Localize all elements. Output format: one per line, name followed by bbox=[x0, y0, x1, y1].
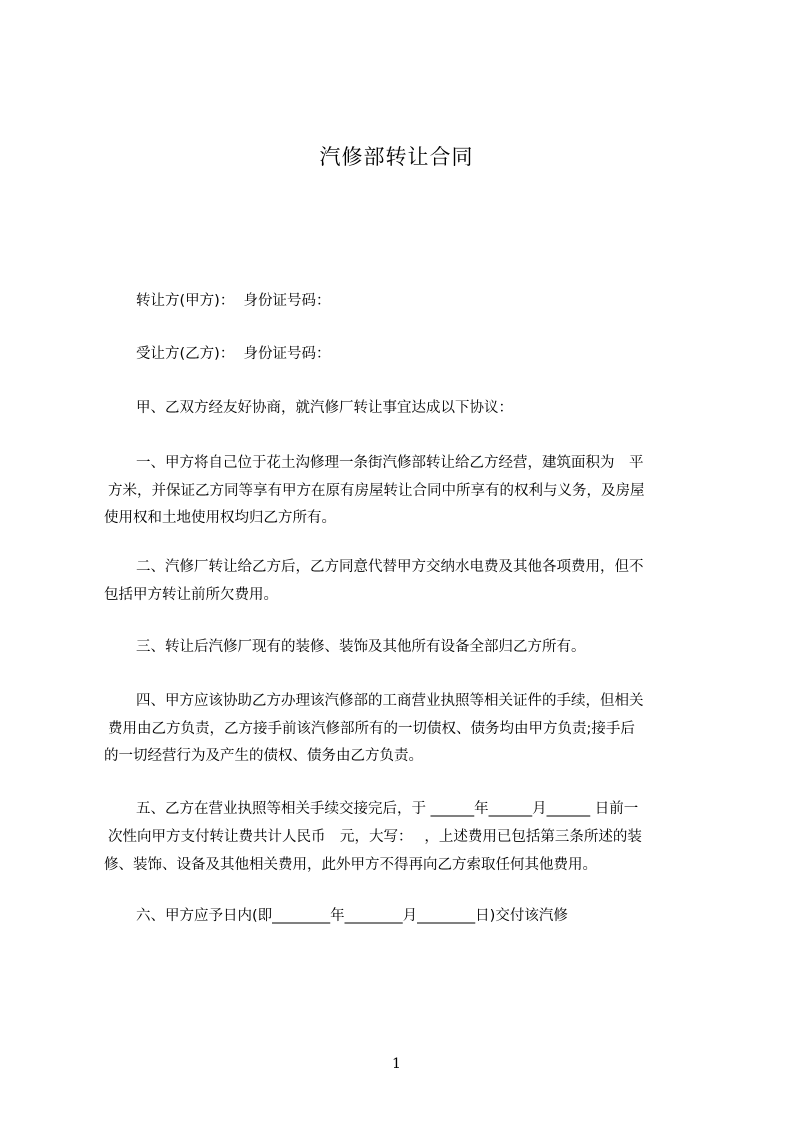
clause-2-line-2: 包括甲方转让前所欠费用。 bbox=[104, 587, 278, 603]
clause-1-line-3: 使用权和土地使用权均归乙方所有。 bbox=[104, 510, 336, 526]
clause-5-line-1: 五、乙方在营业执照等相关手续交接完后，于 ______年______月______ 日前一 bbox=[136, 801, 639, 817]
clause-3-line-1: 三、转让后汽修厂现有的装修、装饰及其他所有设备全部归乙方所有。 bbox=[136, 639, 586, 655]
page-number: 1 bbox=[392, 1056, 401, 1072]
clause-5-line-3: 修、装饰、设备及其他相关费用，此外甲方不得再向乙方索取任何其他费用。 bbox=[104, 857, 597, 873]
clause-1-line-1: 一、甲方将自己位于花土沟修理一条街汽修部转让给乙方经营，建筑面积为 平 bbox=[136, 455, 644, 471]
contract-title: 汽修部转让合同 bbox=[319, 145, 474, 169]
clause-5-line-2: 次性向甲方支付转让费共计人民币 元，大写： ，上述费用已包括第三条所述的装 bbox=[108, 829, 642, 845]
clause-4-line-3: 的一切经营行为及产生的债权、债务由乙方负责。 bbox=[104, 748, 423, 764]
clause-6-line-1: 六、甲方应予日内(即________年________月________日)交付该汽修 bbox=[136, 908, 568, 924]
party-b-line: 受让方(乙方)： 身份证号码： bbox=[136, 346, 331, 362]
clause-4-line-1: 四、甲方应该协助乙方办理该汽修部的工商营业执照等相关证件的手续，但相关 bbox=[136, 693, 644, 709]
party-a-line: 转让方(甲方)： 身份证号码： bbox=[136, 293, 331, 309]
clause-1-line-2: 方米，并保证乙方同等享有甲方在原有房屋转让合同中所享有的权利与义务，及房屋 bbox=[108, 483, 645, 499]
clause-4-line-2: 费用由乙方负责，乙方接手前该汽修部所有的一切债权、债务均由甲方负责;接手后 bbox=[108, 721, 635, 737]
clause-2-line-1: 二、汽修厂转让给乙方后，乙方同意代替甲方交纳水电费及其他各项费用，但不 bbox=[136, 559, 644, 575]
intro-paragraph: 甲、乙双方经友好协商，就汽修厂转让事宜达成以下协议： bbox=[136, 400, 513, 416]
